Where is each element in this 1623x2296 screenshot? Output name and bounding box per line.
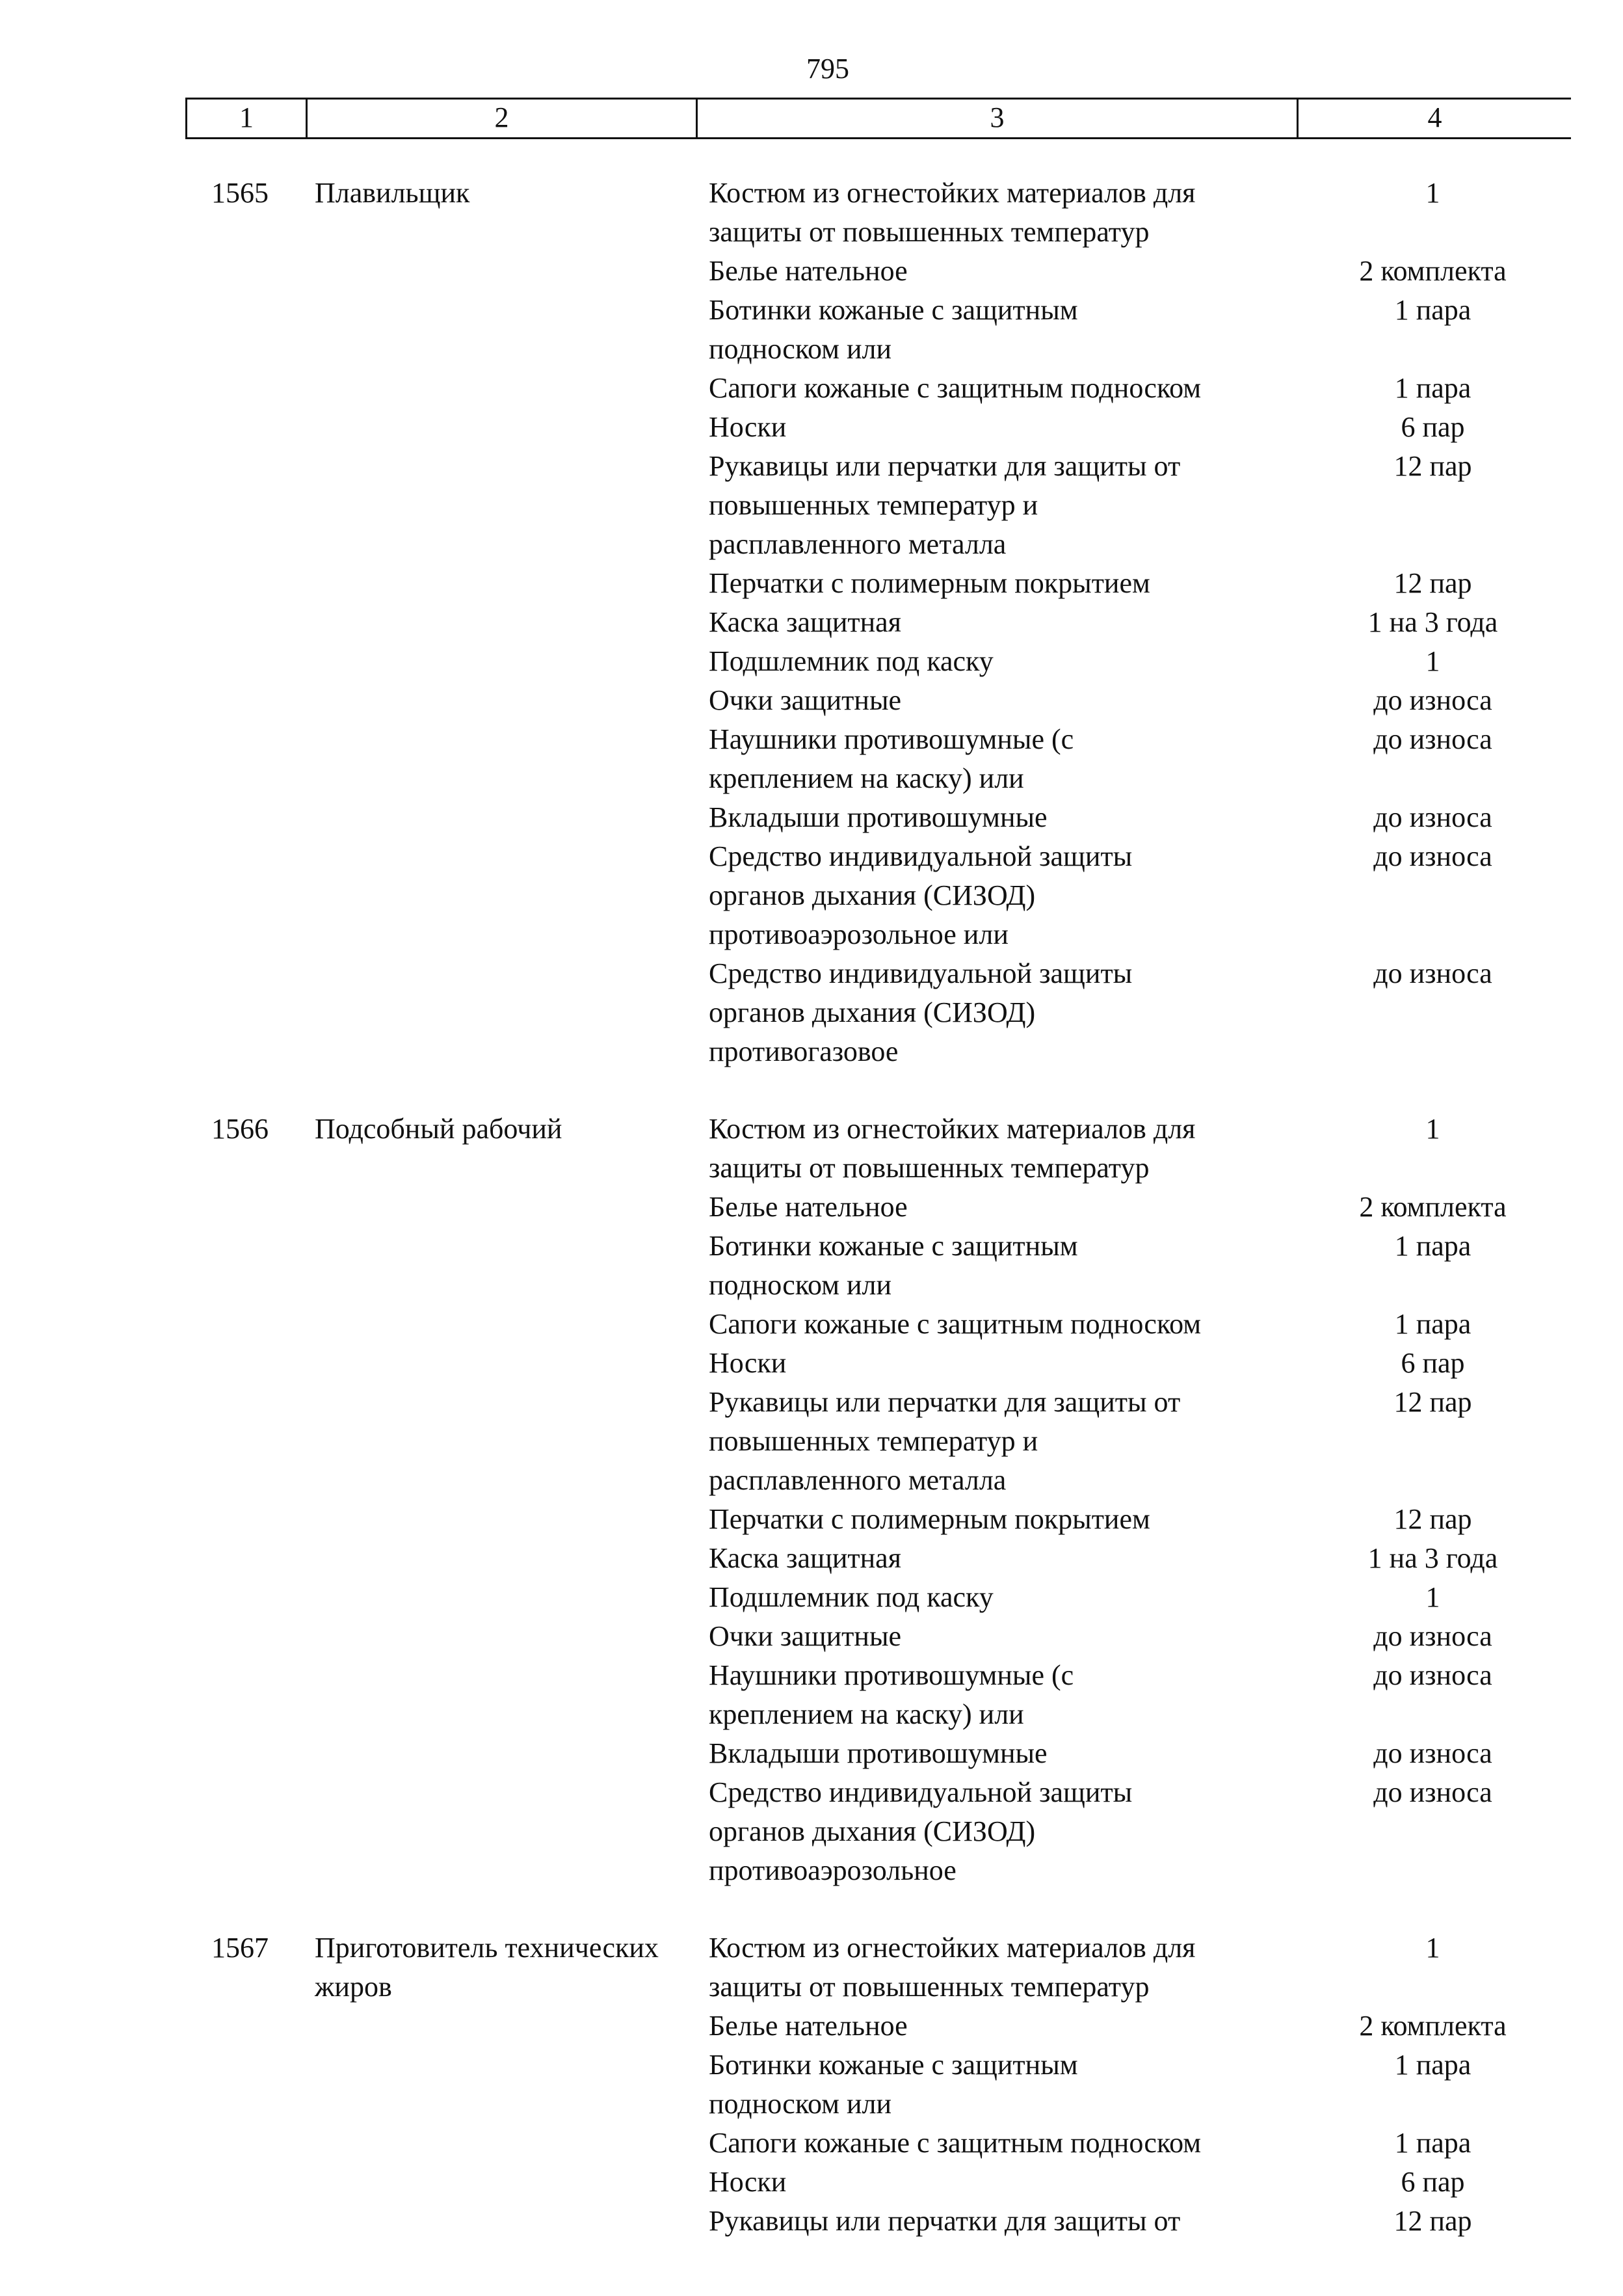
- equipment-row: [709, 603, 1623, 642]
- equipment-name-line: защиты от повышенных температур: [709, 1971, 1150, 2003]
- equipment-name-line: Белье нательное: [709, 2010, 908, 2042]
- equipment-name-line: Перчатки с полимерным покрытием: [709, 1503, 1150, 1535]
- equipment-row: [709, 1578, 1623, 1617]
- equipment-name-line: Ботинки кожаные с защитным: [709, 2049, 1078, 2081]
- equipment-row: [709, 798, 1623, 837]
- issue-norm: 1 пара: [1394, 1230, 1471, 1262]
- equipment-name-line: повышенных температур и: [709, 1425, 1038, 1457]
- page-number: 795: [806, 53, 849, 85]
- equipment-name: [709, 954, 1294, 1071]
- issue-norm: 1 пара: [1394, 2049, 1471, 2081]
- issue-norm: до износа: [1373, 723, 1492, 755]
- equipment-row: [709, 1383, 1623, 1500]
- equipment-name-line: Каска защитная: [709, 606, 901, 638]
- occupation-group: [0, 174, 1623, 1071]
- equipment-row: [709, 2163, 1623, 2202]
- equipment-row: [709, 1305, 1623, 1344]
- equipment-name-line: органов дыхания (СИЗОД): [709, 879, 1036, 911]
- equipment-name-line: повышенных температур и: [709, 489, 1038, 521]
- equipment-name-line: Ботинки кожаные с защитным: [709, 294, 1078, 326]
- equipment-name: [709, 681, 1294, 720]
- header-col-1: 1: [185, 100, 306, 137]
- equipment-name-line: Сапоги кожаные с защитным подноском: [709, 372, 1202, 404]
- equipment-name-line: Подшлемник под каску: [709, 645, 994, 677]
- equipment-name-line: подноском или: [709, 333, 892, 365]
- equipment-name-line: подноском или: [709, 2088, 892, 2120]
- equipment-list: [709, 174, 1623, 1071]
- equipment-name: [709, 1539, 1294, 1578]
- equipment-row: [709, 1656, 1623, 1734]
- equipment-name-line: Очки защитные: [709, 684, 902, 716]
- equipment-row: [709, 447, 1623, 564]
- equipment-name: [709, 1929, 1294, 2007]
- issue-norm: 1 на 3 года: [1367, 606, 1498, 638]
- equipment-name-line: противоаэрозольное: [709, 1854, 957, 1886]
- equipment-name-line: Средство индивидуальной защиты: [709, 957, 1133, 989]
- equipment-name: [709, 2046, 1294, 2124]
- equipment-name: [709, 2007, 1294, 2046]
- occupation-number: 1565: [211, 177, 269, 209]
- equipment-row: [709, 2007, 1623, 2046]
- equipment-name-line: Наушники противошумные (с: [709, 723, 1074, 755]
- equipment-row: [709, 954, 1623, 1071]
- equipment-row: [709, 1734, 1623, 1773]
- equipment-name: [709, 1227, 1294, 1305]
- equipment-name-line: Костюм из огнестойких материалов для: [709, 177, 1196, 209]
- equipment-name: [709, 1578, 1294, 1617]
- issue-norm: 2 комплекта: [1359, 255, 1507, 287]
- equipment-name-line: расплавленного металла: [709, 528, 1007, 560]
- equipment-name-line: защиты от повышенных температур: [709, 216, 1150, 248]
- equipment-name: [709, 2202, 1294, 2241]
- issue-norm: до износа: [1373, 1620, 1492, 1652]
- equipment-name-line: креплением на каску) или: [709, 762, 1024, 794]
- equipment-row: [709, 1227, 1623, 1305]
- equipment-name: [709, 798, 1294, 837]
- issue-norm: до износа: [1373, 840, 1492, 872]
- equipment-row: [709, 2202, 1623, 2241]
- equipment-name: [709, 837, 1294, 954]
- equipment-name-line: Средство индивидуальной защиты: [709, 840, 1133, 872]
- equipment-name: [709, 1656, 1294, 1734]
- equipment-name: [709, 2124, 1294, 2163]
- equipment-name-line: противогазовое: [709, 1035, 899, 1067]
- issue-norm: 12 пар: [1393, 450, 1472, 482]
- issue-norm: до износа: [1373, 1659, 1492, 1691]
- equipment-list: [709, 1110, 1623, 1890]
- issue-norm: 1 пара: [1394, 1308, 1471, 1340]
- issue-norm: до износа: [1373, 801, 1492, 833]
- issue-norm: 1: [1425, 645, 1440, 677]
- issue-norm: 1 пара: [1394, 372, 1471, 404]
- issue-norm: 12 пар: [1393, 1503, 1472, 1535]
- issue-norm: до износа: [1373, 957, 1492, 989]
- issue-norm: 1 пара: [1394, 2127, 1471, 2159]
- issue-norm: 6 пар: [1401, 411, 1465, 443]
- equipment-name-line: Перчатки с полимерным покрытием: [709, 567, 1150, 599]
- equipment-row: [709, 2124, 1623, 2163]
- equipment-name: [709, 1188, 1294, 1227]
- equipment-name-line: Средство индивидуальной защиты: [709, 1776, 1133, 1808]
- equipment-name-line: Белье нательное: [709, 1191, 908, 1223]
- issue-norm: 2 комплекта: [1359, 1191, 1507, 1223]
- equipment-name-line: Наушники противошумные (с: [709, 1659, 1074, 1691]
- equipment-name: [709, 1617, 1294, 1656]
- occupation-name: Плавильщик: [315, 177, 470, 209]
- issue-norm: 6 пар: [1401, 2166, 1465, 2198]
- issue-norm: 12 пар: [1393, 2205, 1472, 2237]
- equipment-name-line: Сапоги кожаные с защитным подноском: [709, 2127, 1202, 2159]
- occupation-number: 1566: [211, 1113, 269, 1145]
- equipment-name: [709, 603, 1294, 642]
- equipment-row: [709, 1500, 1623, 1539]
- occupation-name: Приготовитель технических жиров: [315, 1932, 659, 2003]
- equipment-name-line: расплавленного металла: [709, 1464, 1007, 1496]
- issue-norm: 1 на 3 года: [1367, 1542, 1498, 1574]
- equipment-row: [709, 1929, 1623, 2007]
- equipment-row: [709, 837, 1623, 954]
- equipment-name: [709, 720, 1294, 798]
- equipment-name: [709, 1305, 1294, 1344]
- equipment-row: [709, 369, 1623, 408]
- equipment-row: [709, 1344, 1623, 1383]
- equipment-name: [709, 174, 1294, 252]
- equipment-name-line: Рукавицы или перчатки для защиты от: [709, 450, 1181, 482]
- equipment-name: [709, 408, 1294, 447]
- equipment-name: [709, 642, 1294, 681]
- issue-norm: 6 пар: [1401, 1347, 1465, 1379]
- equipment-row: [709, 642, 1623, 681]
- equipment-name: [709, 1734, 1294, 1773]
- equipment-name: [709, 2163, 1294, 2202]
- equipment-row: [709, 291, 1623, 369]
- issue-norm: 1: [1425, 1932, 1440, 1964]
- issue-norm: до износа: [1373, 1776, 1492, 1808]
- issue-norm: до износа: [1373, 1737, 1492, 1769]
- equipment-name-line: Вкладыши противошумные: [709, 801, 1048, 833]
- table-body: [0, 174, 1623, 2241]
- equipment-name: [709, 1344, 1294, 1383]
- equipment-row: [709, 720, 1623, 798]
- equipment-row: [709, 1539, 1623, 1578]
- equipment-name-line: защиты от повышенных температур: [709, 1152, 1150, 1184]
- issue-norm: 1: [1425, 1581, 1440, 1613]
- equipment-name: [709, 1110, 1294, 1188]
- equipment-name-line: подноском или: [709, 1269, 892, 1301]
- header-col-4: 4: [1297, 100, 1571, 137]
- equipment-row: [709, 1617, 1623, 1656]
- equipment-name-line: Очки защитные: [709, 1620, 902, 1652]
- equipment-name: [709, 1500, 1294, 1539]
- equipment-name-line: Белье нательное: [709, 255, 908, 287]
- equipment-row: [709, 174, 1623, 252]
- equipment-name: [709, 291, 1294, 369]
- equipment-name: [709, 369, 1294, 408]
- equipment-name: [709, 1773, 1294, 1890]
- issue-norm: до износа: [1373, 684, 1492, 716]
- equipment-row: [709, 408, 1623, 447]
- equipment-name-line: Ботинки кожаные с защитным: [709, 1230, 1078, 1262]
- equipment-row: [709, 681, 1623, 720]
- equipment-list: [709, 1929, 1623, 2241]
- equipment-name-line: Костюм из огнестойких материалов для: [709, 1113, 1196, 1145]
- equipment-row: [709, 564, 1623, 603]
- equipment-row: [709, 1110, 1623, 1188]
- issue-norm: 1 пара: [1394, 294, 1471, 326]
- equipment-name: [709, 1383, 1294, 1500]
- equipment-name-line: Сапоги кожаные с защитным подноском: [709, 1308, 1202, 1340]
- equipment-name-line: Рукавицы или перчатки для защиты от: [709, 1386, 1181, 1418]
- equipment-name-line: противоаэрозольное или: [709, 918, 1009, 950]
- equipment-row: [709, 252, 1623, 291]
- issue-norm: 12 пар: [1393, 1386, 1472, 1418]
- occupation-group: [0, 1929, 1623, 2241]
- equipment-name: [709, 447, 1294, 564]
- equipment-name-line: Подшлемник под каску: [709, 1581, 994, 1613]
- equipment-name-line: органов дыхания (СИЗОД): [709, 1815, 1036, 1847]
- occupation-name: Подсобный рабочий: [315, 1113, 562, 1145]
- issue-norm: 2 комплекта: [1359, 2010, 1507, 2042]
- equipment-name-line: органов дыхания (СИЗОД): [709, 996, 1036, 1028]
- equipment-name-line: Вкладыши противошумные: [709, 1737, 1048, 1769]
- equipment-name-line: Каска защитная: [709, 1542, 901, 1574]
- header-col-2: 2: [306, 100, 696, 137]
- equipment-name-line: Носки: [709, 411, 787, 443]
- equipment-name: [709, 564, 1294, 603]
- equipment-name: [709, 252, 1294, 291]
- occupation-number: 1567: [211, 1932, 269, 1964]
- equipment-name-line: Носки: [709, 1347, 787, 1379]
- equipment-row: [709, 1188, 1623, 1227]
- occupation-group: [0, 1110, 1623, 1890]
- equipment-name-line: Носки: [709, 2166, 787, 2198]
- issue-norm: 1: [1425, 177, 1440, 209]
- header-col-3: 3: [696, 100, 1297, 137]
- table-header: [185, 98, 1571, 139]
- equipment-name-line: Костюм из огнестойких материалов для: [709, 1932, 1196, 1964]
- equipment-name-line: креплением на каску) или: [709, 1698, 1024, 1730]
- issue-norm: 12 пар: [1393, 567, 1472, 599]
- equipment-row: [709, 2046, 1623, 2124]
- equipment-row: [709, 1773, 1623, 1890]
- issue-norm: 1: [1425, 1113, 1440, 1145]
- equipment-name-line: Рукавицы или перчатки для защиты от: [709, 2205, 1181, 2237]
